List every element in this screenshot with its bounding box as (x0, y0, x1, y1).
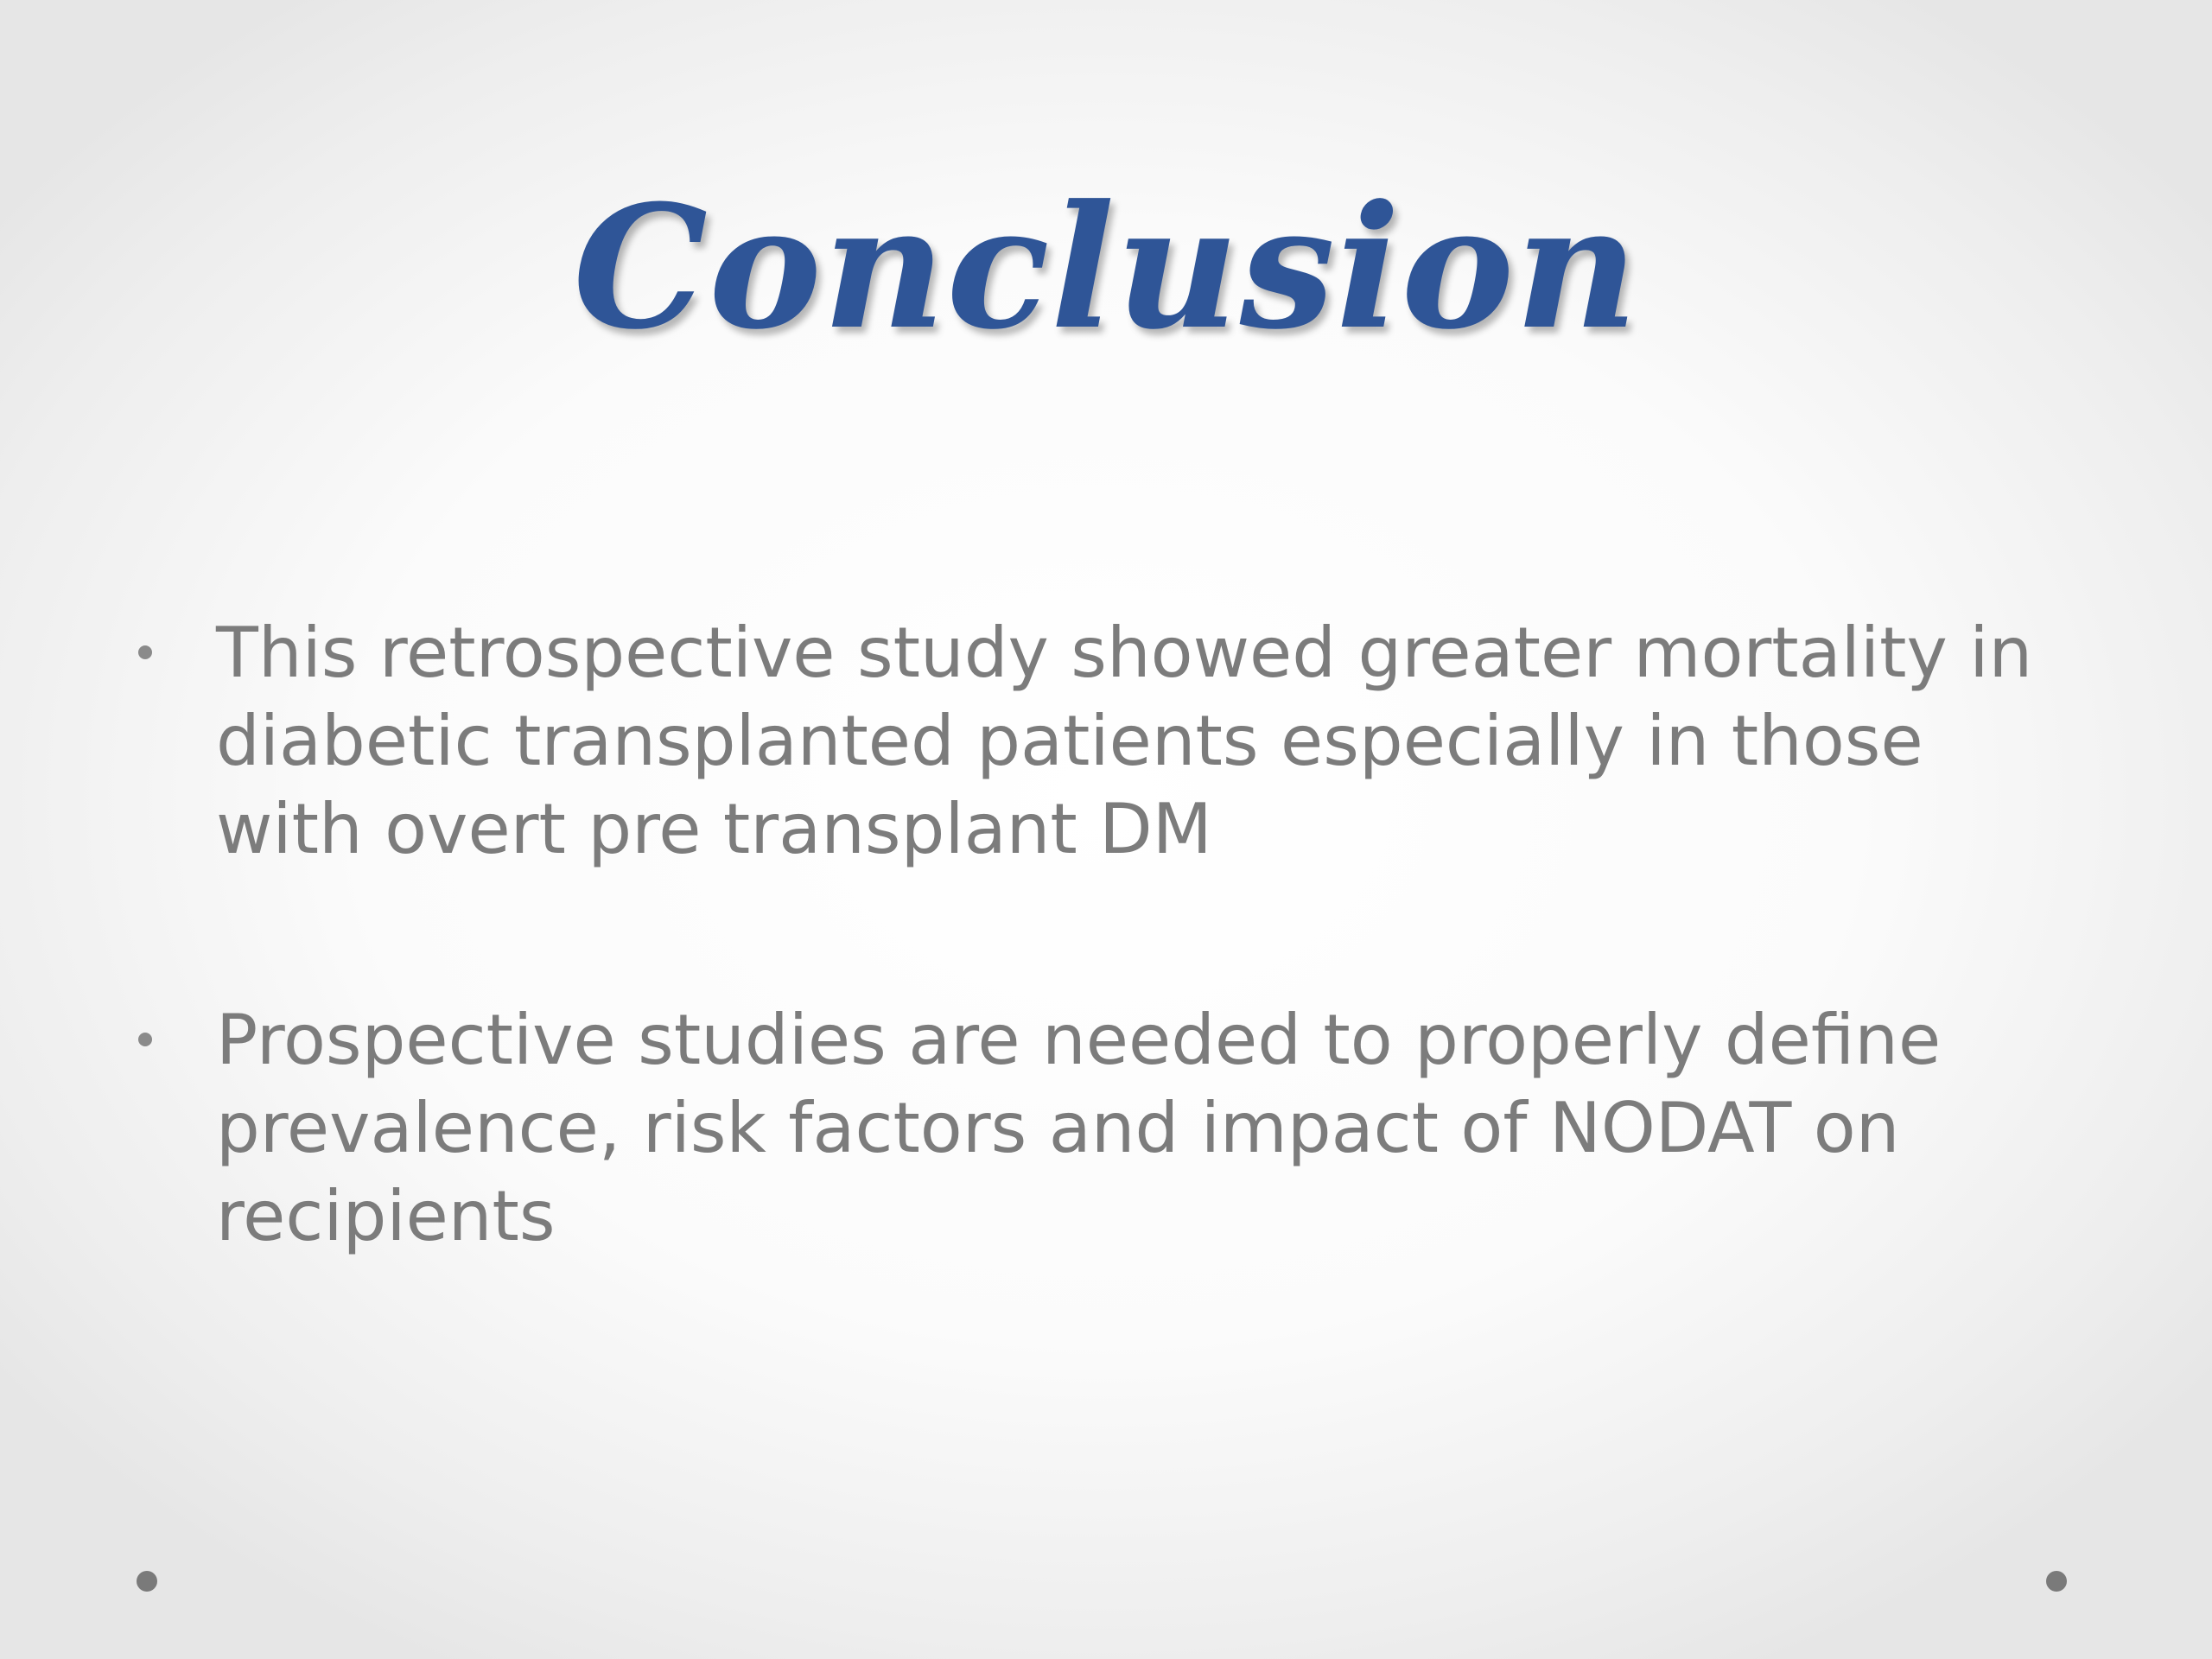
corner-dot-right-icon (2046, 1571, 2067, 1592)
bullet-list (130, 609, 2082, 1383)
bullet-text: Prospective studies are needed to properly define prevalence, risk factors and impact of NODAT on recipients (216, 1000, 1942, 1256)
slide-title: Conclusion (573, 168, 1639, 367)
bullet-dot-icon (138, 645, 152, 659)
bullet-item (130, 996, 2082, 1261)
bullet-dot-icon (138, 1033, 152, 1046)
corner-dot-left-icon (137, 1571, 157, 1592)
bullet-text: This retrospective study showed greater mortality in diabetic transplanted patients especially in those with overt pre transplant DM (216, 613, 2033, 869)
bullet-item (130, 609, 2082, 874)
